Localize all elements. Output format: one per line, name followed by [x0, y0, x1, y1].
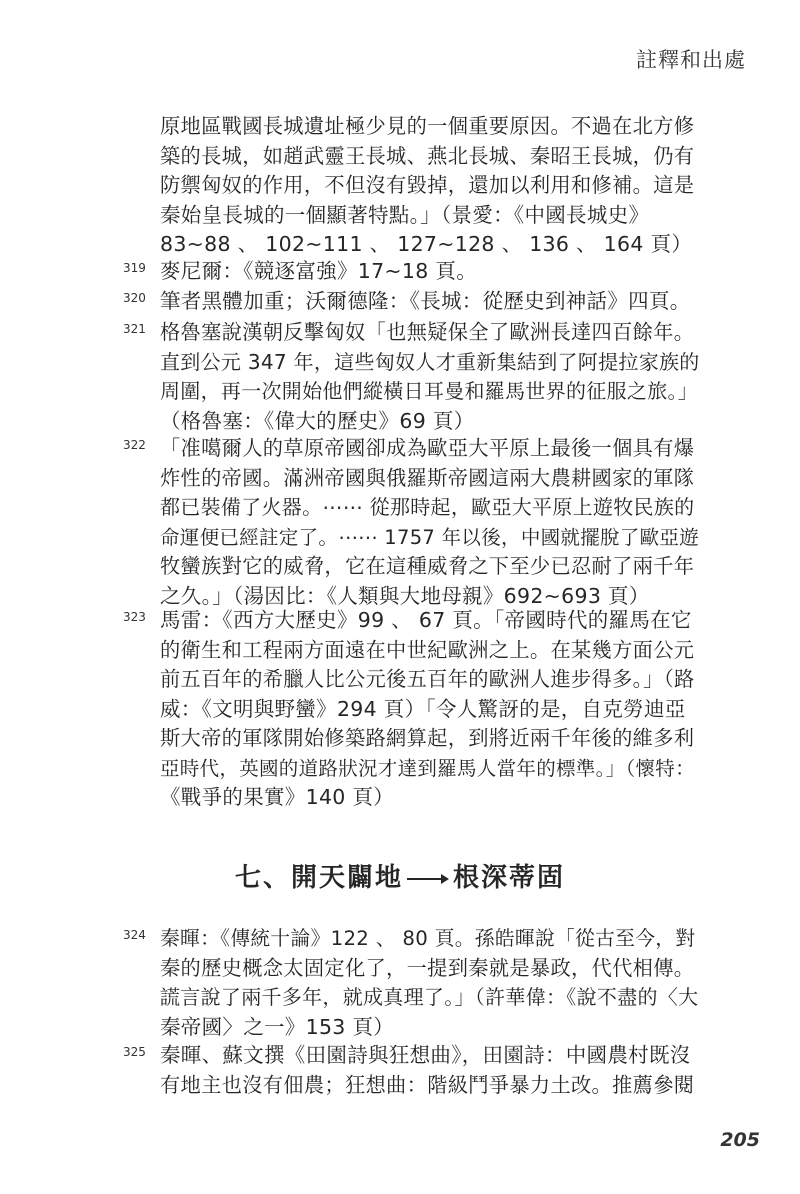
note-line: 的衛生和工程兩方面遠在中世紀歐洲之上。在某幾方面公元 [160, 637, 695, 662]
note-line: 威：《文明與野蠻》294 頁）「令人驚訝的是，自克勞迪亞 [160, 696, 686, 721]
page-number: 205 [720, 1129, 760, 1151]
section-heading [0, 857, 800, 894]
note-line: （格魯塞：《偉大的歷史》69 頁） [160, 408, 475, 433]
note-number: 319 [123, 261, 146, 275]
note-line: 命運便已經註定了。⋯⋯ 1757 年以後，中國就擺脫了歐亞遊 [160, 525, 700, 549]
note-line: 筆者黑體加重；沃爾德隆：《長城：從歷史到神話》四頁。 [160, 289, 691, 313]
note-number: 324 [123, 928, 146, 942]
note-line: 秦帝國〉之一》153 頁） [160, 1014, 395, 1039]
note-line: 原地區戰國長城遺址極少見的一個重要原因。不過在北方修 [160, 114, 695, 138]
note-323 [123, 606, 698, 813]
arrow-icon [407, 878, 447, 880]
note-320 [123, 287, 698, 317]
note-line: 之久。」（湯因比：《人類與大地母親》692~693 頁） [160, 583, 650, 608]
note-line: 有地主也沒有佃農；狂想曲：階級鬥爭暴力土改。推薦參閱 [160, 1072, 695, 1097]
note-325 [123, 1041, 698, 1100]
note-line: 格魯塞說漢朝反擊匈奴「也無疑保全了歐洲長達四百餘年。 [160, 320, 695, 344]
note-line: 周圍，再一次開始他們縱橫日耳曼和羅馬世界的征服之旅。」 [160, 379, 699, 403]
note-line: 秦暉：《傳統十論》122 、 80 頁。孫皓暉說「從古至今，對 [160, 927, 696, 950]
note-number: 320 [123, 291, 146, 305]
running-header: 註釋和出處 [636, 48, 746, 72]
note-line: 斯大帝的軍隊開始修築路網算起，到將近兩千年後的維多利 [160, 726, 695, 750]
note-line: 炸性的帝國。滿洲帝國與俄羅斯帝國這兩大農耕國家的軍隊 [160, 465, 695, 490]
note-line: 都已裝備了火器。⋯⋯ 從那時起，歐亞大平原上遊牧民族的 [160, 495, 695, 519]
note-number: 322 [123, 438, 146, 452]
note-continuation [160, 112, 698, 260]
note-line: 亞時代，英國的道路狀況才達到羅馬人當年的標準。」（懷特： [160, 756, 695, 780]
note-319 [123, 257, 698, 287]
note-line: 前五百年的希臘人比公元後五百年的歐洲人進步得多。」（路 [160, 667, 695, 691]
note-line: 麥尼爾：《競逐富強》17~18 頁。 [160, 259, 478, 283]
note-321 [123, 318, 700, 436]
note-line: 馬雷：《西方大歷史》99 、 67 頁。「帝國時代的羅馬在它 [160, 608, 692, 632]
note-number: 321 [123, 322, 146, 336]
note-number: 323 [123, 610, 146, 624]
section-title-right: 根深蒂固 [453, 863, 566, 893]
note-line: 83~88 、 102~111 、 127~128 、 136 、 164 頁） [160, 232, 693, 256]
note-line: 謊言說了兩千多年，就成真理了。」（許華偉：《說不盡的〈大 [160, 985, 699, 1009]
note-line: 《戰爭的果實》140 頁） [160, 785, 395, 809]
note-line: 築的長城，如趙武靈王長城、燕北長城、秦昭王長城，仍有 [160, 143, 695, 168]
note-line: 秦始皇長城的一個顯著特點。」（景愛：《中國長城史》 [160, 202, 650, 227]
note-324 [123, 924, 699, 1042]
note-line: 秦暉、蘇文撰《田園詩與狂想曲》，田園詩：中國農村既沒 [160, 1043, 691, 1067]
note-number: 325 [123, 1045, 146, 1059]
section-title-left: 七、開天闢地 [234, 863, 403, 893]
note-line: 直到公元 347 年，這些匈奴人才重新集結到了阿提拉家族的 [160, 349, 700, 374]
note-322 [123, 434, 700, 611]
note-line: 牧蠻族對它的威脅，它在這種威脅之下至少已忍耐了兩千年 [160, 554, 695, 578]
note-line: 秦的歷史概念太固定化了，一提到秦就是暴政，代代相傳。 [160, 955, 695, 980]
note-line: 防禦匈奴的作用，不但沒有毀掉，還加以利用和修補。這是 [160, 173, 695, 197]
note-line: 「准噶爾人的草原帝國卻成為歐亞大平原上最後一個具有爆 [160, 436, 695, 460]
